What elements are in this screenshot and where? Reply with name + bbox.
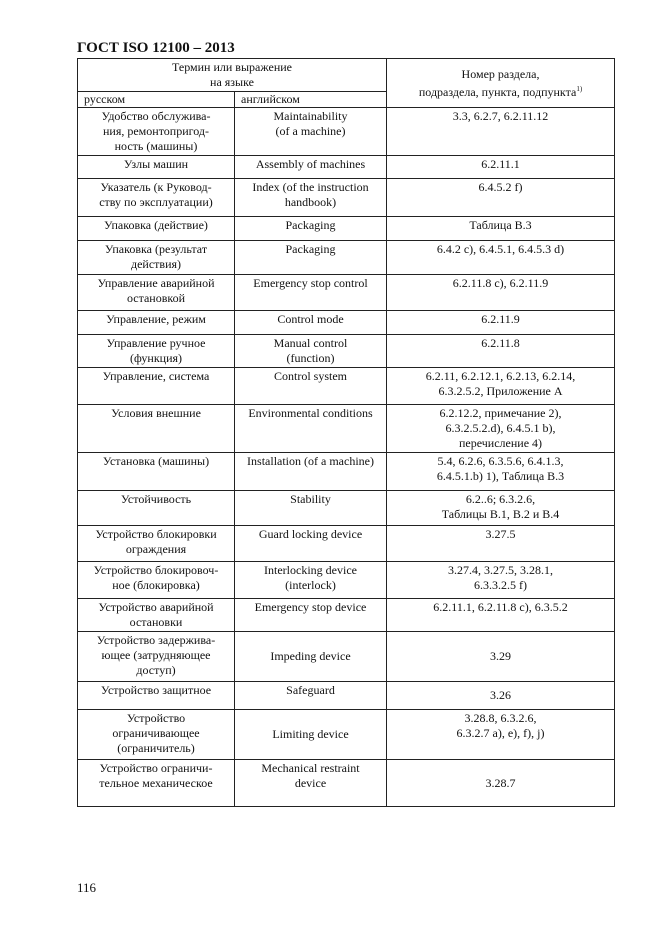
term-russian: Упаковка (результат действия) — [78, 241, 235, 275]
term-russian: Управление аварийной остановкой — [78, 275, 235, 311]
table-row — [78, 562, 615, 599]
section-reference: 3.28.8, 6.3.2.6, 6.3.2.7 a), e), f), j) — [387, 710, 615, 760]
table-row — [78, 599, 615, 632]
term-russian: Устройство блокировоч- ное (блокировка) — [78, 562, 235, 599]
section-reference: 6.2.11.1 — [387, 156, 615, 179]
section-reference: 6.4.2 c), 6.4.5.1, 6.4.5.3 d) — [387, 241, 615, 275]
table-row — [78, 241, 615, 275]
header-section — [387, 59, 615, 108]
term-russian: Условия внешние — [78, 405, 235, 453]
document-title: ГОСТ ISO 12100 – 2013 — [77, 40, 235, 56]
term-english: Installation (of a machine) — [235, 453, 387, 491]
section-reference: 6.2.11.1, 6.2.11.8 c), 6.3.5.2 — [387, 599, 615, 632]
section-reference: 3.29 — [387, 632, 615, 682]
term-english: Limiting device — [235, 710, 387, 760]
table-row — [78, 217, 615, 241]
terms-table — [77, 58, 615, 807]
term-english: Assembly of machines — [235, 156, 387, 179]
term-russian: Устройство задержива- ющее (затрудняющее доступ) — [78, 632, 235, 682]
table-row — [78, 453, 615, 491]
table-row — [78, 108, 615, 156]
section-reference: 3.27.5 — [387, 526, 615, 562]
section-reference: 6.2.11, 6.2.12.1, 6.2.13, 6.2.14, 6.3.2.5.2, Приложение А — [387, 368, 615, 405]
section-reference: 5.4, 6.2.6, 6.3.5.6, 6.4.1.3, 6.4.5.1.b) 1), Таблица В.3 — [387, 453, 615, 491]
section-reference: 3.27.4, 3.27.5, 3.28.1, 6.3.3.2.5 f) — [387, 562, 615, 599]
section-reference: 6.4.5.2 f) — [387, 179, 615, 217]
section-reference: 6.2.11.8 — [387, 335, 615, 368]
table-row — [78, 179, 615, 217]
term-russian: Устройство ограничи- тельное механическое — [78, 760, 235, 807]
section-reference: 6.2..6; 6.3.2.6, Таблицы В.1, В.2 и В.4 — [387, 491, 615, 526]
section-reference: 3.26 — [387, 682, 615, 710]
term-russian: Установка (машины) — [78, 453, 235, 491]
section-reference: 6.2.12.2, примечание 2), 6.3.2.5.2.d), 6.4.5.1 b), перечисление 4) — [387, 405, 615, 453]
page-number: 116 — [77, 880, 97, 895]
table-row — [78, 335, 615, 368]
term-russian: Управление, система — [78, 368, 235, 405]
term-english: Control mode — [235, 311, 387, 335]
term-english: Interlocking device (interlock) — [235, 562, 387, 599]
term-english: Control system — [235, 368, 387, 405]
header-terms: Термин или выражение на языке — [78, 59, 387, 92]
term-english: Maintainability (of a machine) — [235, 108, 387, 156]
term-russian: Удобство обслужива- ния, ремонтопригод- ность (машины) — [78, 108, 235, 156]
section-reference: 6.2.11.9 — [387, 311, 615, 335]
table-row — [78, 760, 615, 807]
table-row — [78, 682, 615, 710]
table-row — [78, 405, 615, 453]
term-russian: Устройство блокировки ограждения — [78, 526, 235, 562]
term-english: Emergency stop control — [235, 275, 387, 311]
term-english: Packaging — [235, 241, 387, 275]
table-row — [78, 710, 615, 760]
table-row — [78, 526, 615, 562]
table-row — [78, 368, 615, 405]
term-russian: Устройство аварийной остановки — [78, 599, 235, 632]
term-russian: Управление, режим — [78, 311, 235, 335]
term-english: Index (of the instruction handbook) — [235, 179, 387, 217]
section-reference: 6.2.11.8 c), 6.2.11.9 — [387, 275, 615, 311]
section-reference: 3.28.7 — [387, 760, 615, 807]
term-russian: Управление ручное (функция) — [78, 335, 235, 368]
term-english: Stability — [235, 491, 387, 526]
table-row — [78, 632, 615, 682]
term-russian: Устройство защитное — [78, 682, 235, 710]
table-row — [78, 311, 615, 335]
header-russian: русском — [78, 92, 235, 108]
table-row — [78, 491, 615, 526]
term-english: Guard locking device — [235, 526, 387, 562]
term-russian: Узлы машин — [78, 156, 235, 179]
term-russian: Устройство ограничивающее (ограничитель) — [78, 710, 235, 760]
term-english: Packaging — [235, 217, 387, 241]
footnote-mark: 1) — [576, 84, 583, 93]
term-english: Safeguard — [235, 682, 387, 710]
term-english: Environmental conditions — [235, 405, 387, 453]
term-english: Impeding device — [235, 632, 387, 682]
term-russian: Указатель (к Руковод- ству по эксплуатации) — [78, 179, 235, 217]
table-row — [78, 156, 615, 179]
section-reference: Таблица В.3 — [387, 217, 615, 241]
term-english: Manual control (function) — [235, 335, 387, 368]
header-section-text: Номер раздела, подраздела, пункта, подпункта — [418, 66, 577, 99]
header-english: английском — [235, 92, 387, 108]
term-english: Mechanical restraint device — [235, 760, 387, 807]
term-russian: Упаковка (действие) — [78, 217, 235, 241]
section-reference: 3.3, 6.2.7, 6.2.11.12 — [387, 108, 615, 156]
term-russian: Устойчивость — [78, 491, 235, 526]
table-row — [78, 275, 615, 311]
term-english: Emergency stop device — [235, 599, 387, 632]
